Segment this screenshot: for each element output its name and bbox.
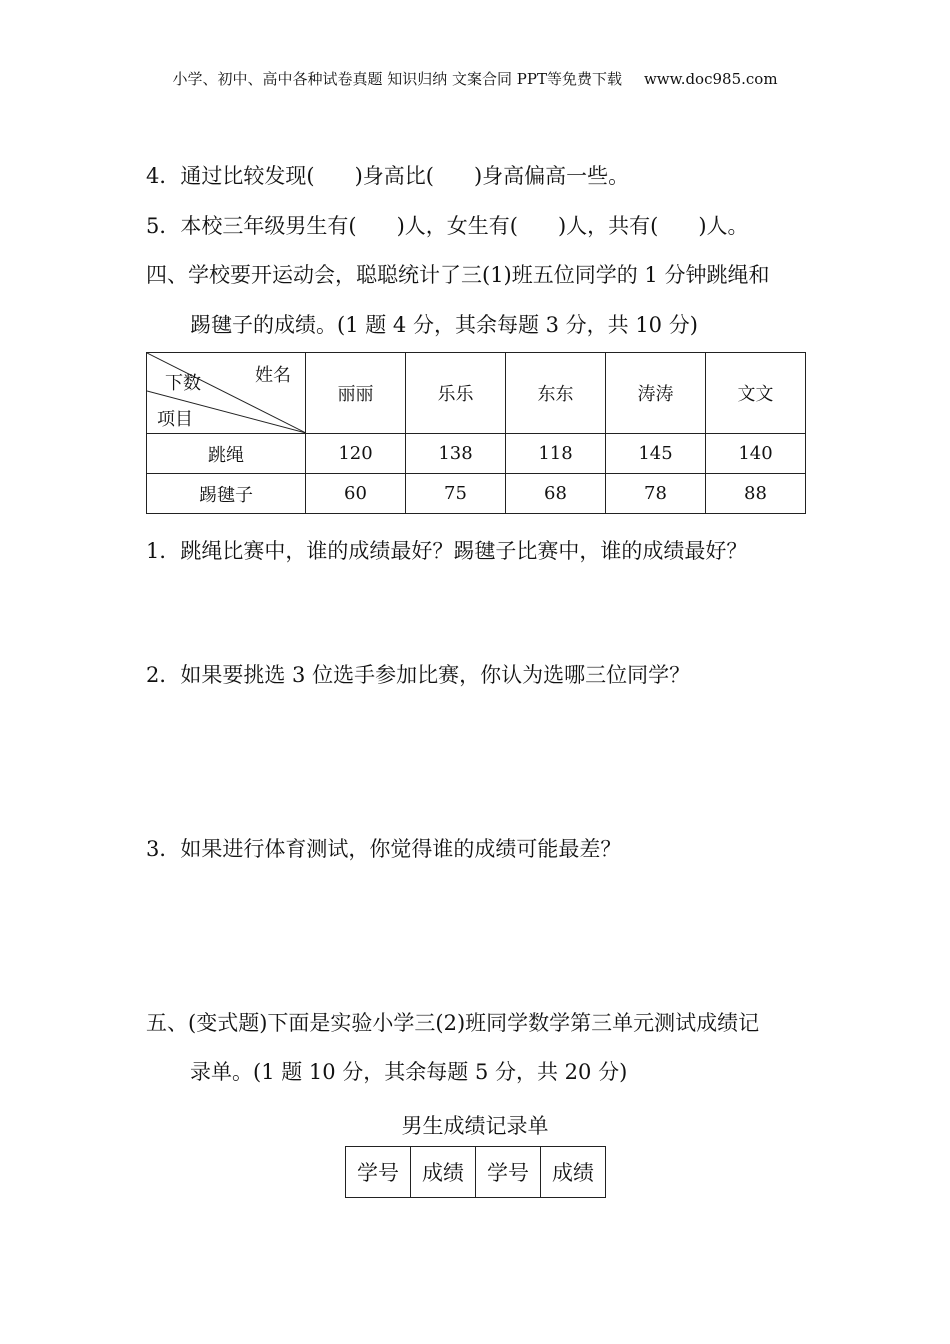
column-header-id: 学号 (346, 1147, 411, 1198)
question-3-4: 4．通过比较发现( )身高比( )身高偏高一些。 (146, 164, 630, 188)
table-cell: 140 (706, 434, 806, 474)
table-cell: 75 (406, 474, 506, 514)
section-4-title-line2: 踢毽子的成绩。(1 题 4 分，其余每题 3 分，共 10 分) (190, 313, 698, 337)
boys-score-table (345, 1146, 606, 1198)
table-cell: 78 (606, 474, 706, 514)
table-cell: 120 (306, 434, 406, 474)
column-header-name: 文文 (706, 353, 806, 434)
section-4-title-line1: 四、学校要开运动会，聪聪统计了三(1)班五位同学的 1 分钟跳绳和 (146, 263, 770, 287)
table-row (147, 474, 806, 514)
table-cell: 68 (506, 474, 606, 514)
table-cell: 138 (406, 434, 506, 474)
score-table (146, 352, 806, 514)
boys-table-title: 男生成绩记录单 (401, 1114, 549, 1138)
column-header-name: 乐乐 (406, 353, 506, 434)
table-header-row (346, 1147, 606, 1198)
question-4-1: 1．跳绳比赛中，谁的成绩最好？踢毽子比赛中，谁的成绩最好？ (146, 539, 748, 563)
column-header-score: 成绩 (541, 1147, 606, 1198)
column-header-name: 涛涛 (606, 353, 706, 434)
question-4-2: 2．如果要挑选 3 位选手参加比赛，你认为选哪三位同学？ (146, 663, 691, 687)
table-row (147, 434, 806, 474)
question-4-3: 3．如果进行体育测试，你觉得谁的成绩可能最差？ (146, 837, 622, 861)
row-label: 跳绳 (147, 434, 306, 474)
question-number: 4． (146, 164, 181, 188)
table-cell: 60 (306, 474, 406, 514)
column-header-name: 丽丽 (306, 353, 406, 434)
header-url[interactable]: www.doc985.com (643, 70, 778, 88)
header-text: 小学、初中、高中各种试卷真题 知识归纳 文案合同 PPT等免费下载 (172, 70, 622, 88)
section-5-title-line2: 录单。(1 题 10 分，其余每题 5 分，共 20 分) (190, 1060, 628, 1084)
diagonal-corner-cell (147, 353, 306, 434)
table-cell: 145 (606, 434, 706, 474)
column-header-id: 学号 (476, 1147, 541, 1198)
corner-label-name: 姓名 (255, 365, 291, 386)
section-5-title-line1: 五、(变式题)下面是实验小学三(2)班同学数学第三单元测试成绩记 (146, 1011, 760, 1035)
table-cell: 88 (706, 474, 806, 514)
table-cell: 118 (506, 434, 606, 474)
question-3-5: 5．本校三年级男生有( )人，女生有( )人，共有( )人。 (146, 214, 749, 238)
column-header-name: 东东 (506, 353, 606, 434)
corner-label-item: 项目 (157, 409, 193, 430)
column-header-score: 成绩 (411, 1147, 476, 1198)
table-header-row (147, 353, 806, 434)
row-label: 踢毽子 (147, 474, 306, 514)
page-header (0, 68, 950, 89)
corner-label-count: 下数 (165, 373, 201, 394)
question-number: 5． (146, 214, 181, 238)
